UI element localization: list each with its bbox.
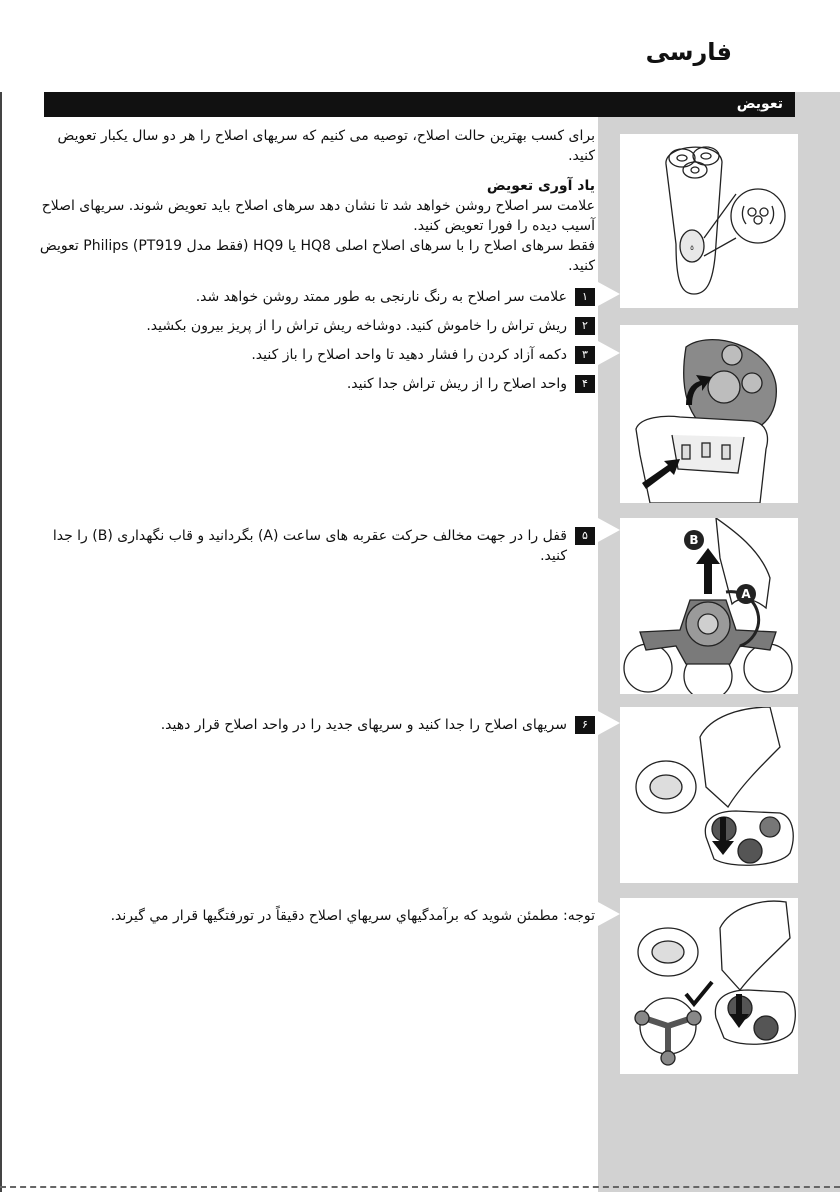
step-4 xyxy=(35,374,595,394)
illustration-alignment-note xyxy=(620,898,798,1074)
intro-paragraph: برای کسب بهترین حالت اصلاح، توصیه می کنیم که سریهای اصلاح را هر دو سال یکبار تعویض کنید. xyxy=(57,128,595,164)
shaver-indicator-drawing xyxy=(620,134,798,308)
panel-pointer xyxy=(598,341,620,365)
step-number: ۴ xyxy=(575,375,595,393)
step-5 xyxy=(35,526,595,566)
page-bottom-border xyxy=(0,1186,840,1188)
left-margin-rule xyxy=(0,92,2,1192)
illustration-lock-frame xyxy=(620,518,798,694)
step-1 xyxy=(35,287,595,307)
step-text: قفل را در جهت مخالف حرکت عقربه های ساعت (A) بگردانید و قاب نگهداری (B) را جدا کنید. xyxy=(52,528,567,564)
illustration-open-unit xyxy=(620,325,798,503)
svg-text:٥: ٥ xyxy=(690,244,694,252)
illustration-shaver-indicator xyxy=(620,134,798,308)
step-2 xyxy=(35,316,595,336)
note-paragraph: توجه: مطمئن شوید که برآمدگیهاي سریهاي اصلاح دقیقاً در تورفتگیها قرار مي گیرند. xyxy=(110,908,595,924)
reminder-heading: یاد آوری تعویض xyxy=(486,178,595,194)
panel-pointer xyxy=(598,282,620,306)
label-a: A xyxy=(741,587,751,601)
open-unit-drawing xyxy=(620,325,798,503)
step-text: سریهای اصلاح را جدا کنید و سریهای جدید را در واحد اصلاح قرار دهید. xyxy=(160,717,567,733)
header-tab xyxy=(795,92,840,117)
panel-pointer xyxy=(598,518,620,542)
step-number: ۵ xyxy=(575,527,595,545)
step-text: دکمه آزاد کردن را فشار دهید تا واحد اصلاح را باز کنید. xyxy=(251,347,567,363)
lock-frame-drawing xyxy=(620,518,798,694)
label-b: B xyxy=(689,533,699,547)
replace-heads-drawing xyxy=(620,707,798,883)
step-number: ۶ xyxy=(575,716,595,734)
panel-pointer xyxy=(598,902,620,926)
step-text: واحد اصلاح را از ریش تراش جدا کنید. xyxy=(346,376,567,392)
step-number: ٢ xyxy=(575,317,595,335)
section-title: تعویض xyxy=(44,92,795,117)
language-title: فارسی xyxy=(645,38,732,66)
reminder-paragraph-2: فقط سرهای اصلاح را با سرهای اصلاح اصلی HQ8 یا HQ9 (فقط مدل PT919) Philips تعویض کنید. xyxy=(39,238,595,274)
step-6 xyxy=(35,715,595,735)
step-number: ١ xyxy=(575,288,595,306)
step-text: علامت سر اصلاح به رنگ نارنجی به طور ممتد روشن خواهد شد. xyxy=(195,289,567,305)
step-text: ریش تراش را خاموش کنید. دوشاخه ریش تراش را از پریز بیرون بکشید. xyxy=(146,318,567,334)
alignment-note-drawing xyxy=(620,898,798,1074)
illustration-replace-heads xyxy=(620,707,798,883)
step-3 xyxy=(35,345,595,365)
step-number: ٣ xyxy=(575,346,595,364)
reminder-paragraph-1: علامت سر اصلاح روشن خواهد شد تا نشان دهد سرهای اصلاح باید تعویض شوند. سریهای اصلاح آسیب دیده را فورا تعویض کنید. xyxy=(41,198,595,234)
panel-pointer xyxy=(598,711,620,735)
